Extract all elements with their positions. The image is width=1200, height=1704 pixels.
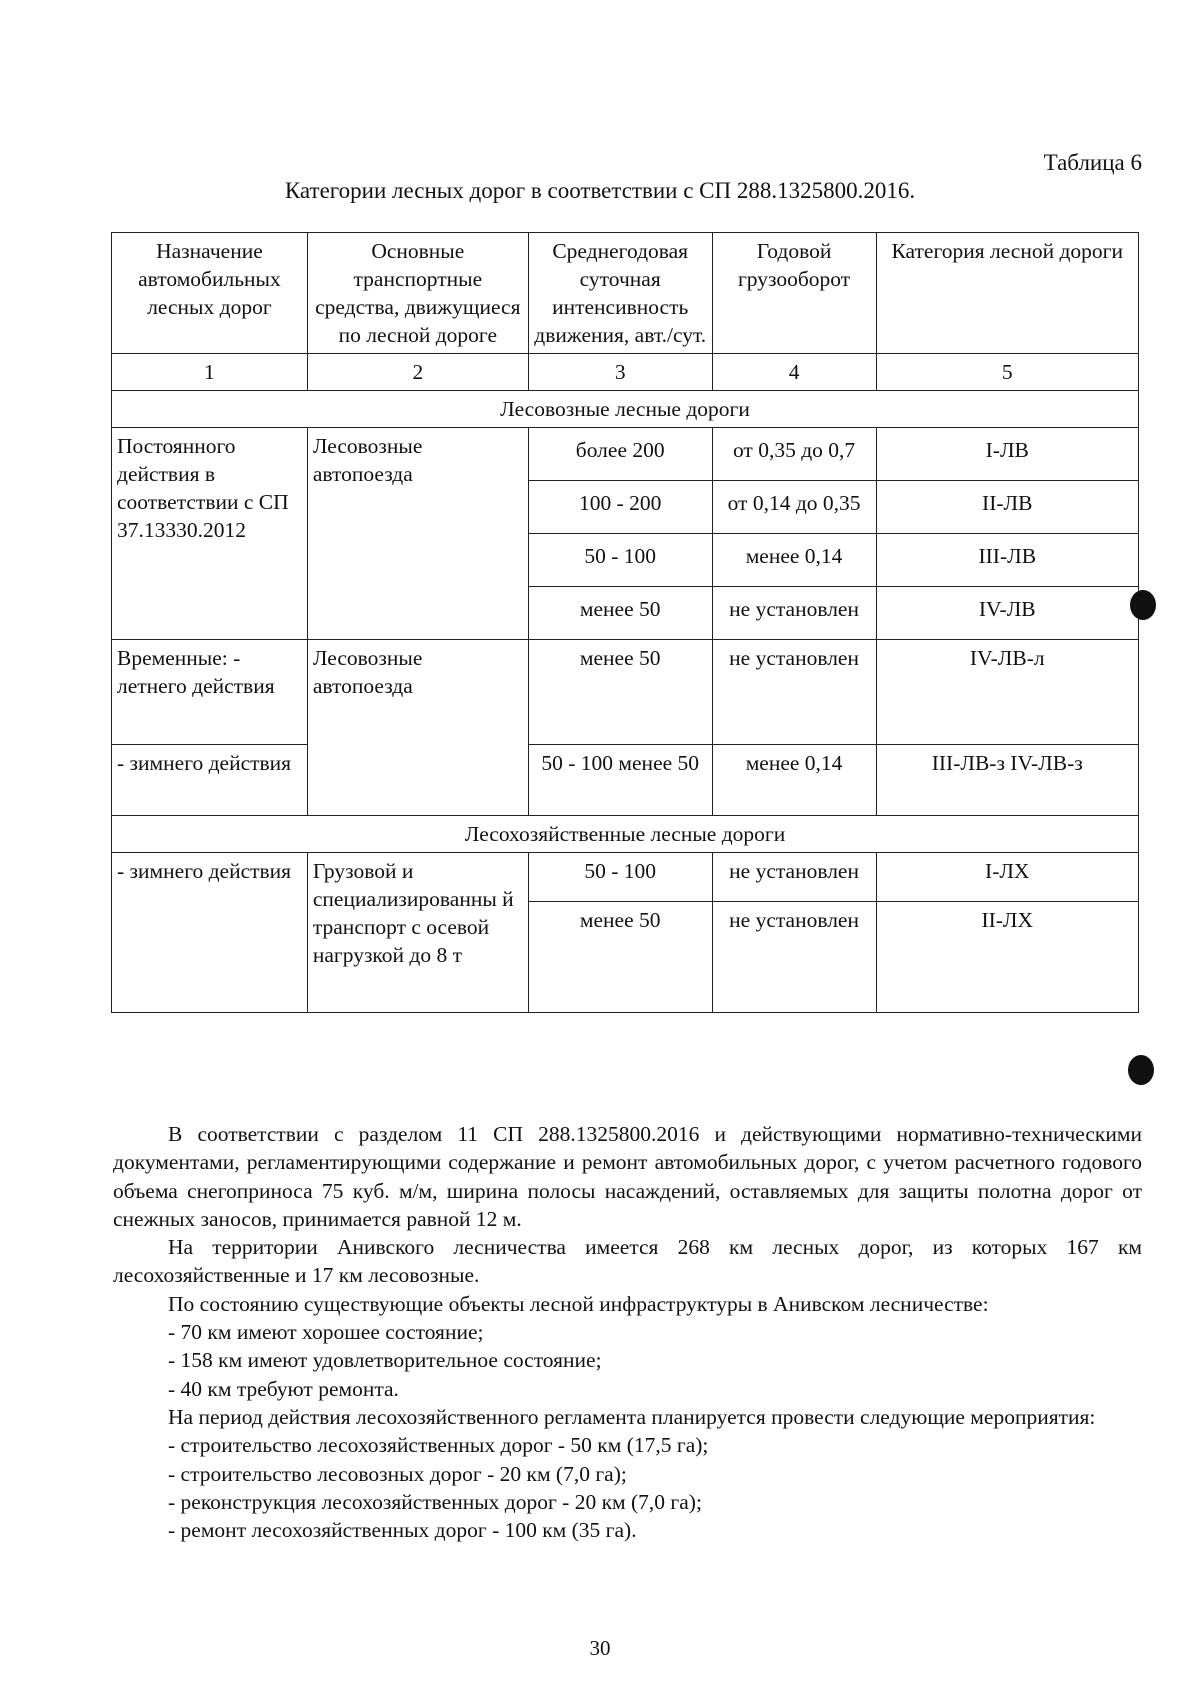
vehicles-cell: Лесовозные автопоезда (307, 428, 528, 640)
list-item: - ремонт лесохозяйственных дорог - 100 км (35 га). (168, 1518, 637, 1543)
section-title: Лесохозяйственные лесные дороги (112, 816, 1139, 853)
intensity-cell: более 200 (528, 428, 712, 481)
category-cell: I-ЛХ (876, 853, 1139, 902)
category-cell: II-ЛВ (876, 481, 1139, 534)
category-cell: III-ЛВ (876, 534, 1139, 587)
turnover-cell: не установлен (712, 853, 876, 902)
paragraph: На период действия лесохозяйственного регламента планируется провести следующие мероприятия: (168, 1404, 1096, 1429)
table-row (112, 853, 1139, 902)
vehicles-cell: Грузовой и специализированны й транспорт с осевой нагрузкой до 8 т (307, 853, 528, 1013)
table-row (112, 745, 1139, 816)
header-cell: Основные транспортные средства, движущиеся по лесной дороге (307, 233, 528, 354)
column-number: 5 (876, 354, 1139, 391)
turnover-cell: не установлен (712, 902, 876, 1013)
intensity-cell: 50 - 100 менее 50 (528, 745, 712, 816)
list-item: - 70 км имеют хорошее состояние; (168, 1320, 484, 1345)
paragraph: На территории Анивского лесничества имеется 268 км лесных дорог, из которых 167 км лесохозяйственные и 17 км лесовозные. (113, 1235, 1142, 1288)
table-row (112, 428, 1139, 481)
category-cell: IV-ЛВ-л (876, 640, 1139, 745)
intensity-cell: 50 - 100 (528, 853, 712, 902)
header-cell: Среднегодовая суточная интенсивность движения, авт./сут. (528, 233, 712, 354)
purpose-cell (112, 640, 308, 745)
intensity-cell: 100 - 200 (528, 481, 712, 534)
intensity-cell: менее 50 (528, 640, 712, 745)
intensity-cell: менее 50 (528, 587, 712, 640)
list-item: - 40 км требуют ремонта. (168, 1376, 399, 1401)
turnover-cell: от 0,14 до 0,35 (712, 481, 876, 534)
list-item: - строительство лесовозных дорог - 20 км (7,0 га); (168, 1461, 627, 1486)
turnover-cell: от 0,35 до 0,7 (712, 428, 876, 481)
section-title: Лесовозные лесные дороги (112, 391, 1139, 428)
category-cell: I-ЛВ (876, 428, 1139, 481)
table-row (112, 640, 1139, 745)
turnover-cell: менее 0,14 (712, 534, 876, 587)
turnover-cell: не установлен (712, 640, 876, 745)
category-cell: IV-ЛВ (876, 587, 1139, 640)
page-number: 30 (589, 1636, 611, 1660)
purpose-text: Временные: - летнего действия (117, 646, 275, 698)
table-caption: Категории лесных дорог в соответствии с СП 288.1325800.2016. (284, 178, 916, 203)
intensity-cell: 50 - 100 (528, 534, 712, 587)
vehicles-cell: Лесовозные автопоезда (307, 640, 528, 816)
road-categories-table (111, 232, 1139, 1013)
intensity-cell: менее 50 (528, 902, 712, 1013)
purpose-cell: Постоянного действия в соответствии с СП 37.13330.2012 (112, 428, 308, 640)
column-number: 3 (528, 354, 712, 391)
list-item: - строительство лесохозяйственных дорог - 50 км (17,5 га); (168, 1433, 709, 1458)
turnover-cell: менее 0,14 (712, 745, 876, 816)
purpose-cell: - зимнего действия (112, 745, 308, 816)
category-cell: III-ЛВ-з IV-ЛВ-з (876, 745, 1139, 816)
binder-hole-mark (1130, 590, 1156, 620)
purpose-cell: - зимнего действия (112, 853, 308, 1013)
category-cell: II-ЛХ (876, 902, 1139, 1013)
column-number: 2 (307, 354, 528, 391)
paragraph: По состоянию существующие объекты лесной инфраструктуры в Анивском лесничестве: (168, 1291, 989, 1316)
paragraph: В соответствии с разделом 11 СП 288.1325800.2016 и действующими нормативно-техническими документами, регламентирующими содержание и ремонт автомобильных дорог, с учетом расчетного годового объема снегоприноса 75 куб. м/м, ширина полосы насаждений, оставляемых для защиты полотна дорог от снежных заносов, принимается равной 12 м. (113, 1122, 1142, 1231)
binder-hole-mark (1128, 1055, 1154, 1085)
section-row (112, 816, 1139, 853)
column-number: 1 (112, 354, 308, 391)
header-cell: Категория лесной дороги (876, 233, 1139, 354)
header-cell: Годовой грузооборот (712, 233, 876, 354)
table-header-row (112, 233, 1139, 354)
list-item: - 158 км имеют удовлетворительное состояние; (168, 1348, 602, 1373)
list-item: - реконструкция лесохозяйственных дорог - 20 км (7,0 га); (168, 1489, 702, 1514)
column-number: 4 (712, 354, 876, 391)
column-number-row (112, 354, 1139, 391)
section-row (112, 391, 1139, 428)
body-text (113, 1120, 1142, 1544)
header-cell: Назначение автомобильных лесных дорог (112, 233, 308, 354)
turnover-cell: не установлен (712, 587, 876, 640)
table-label: Таблица 6 (1043, 150, 1142, 175)
